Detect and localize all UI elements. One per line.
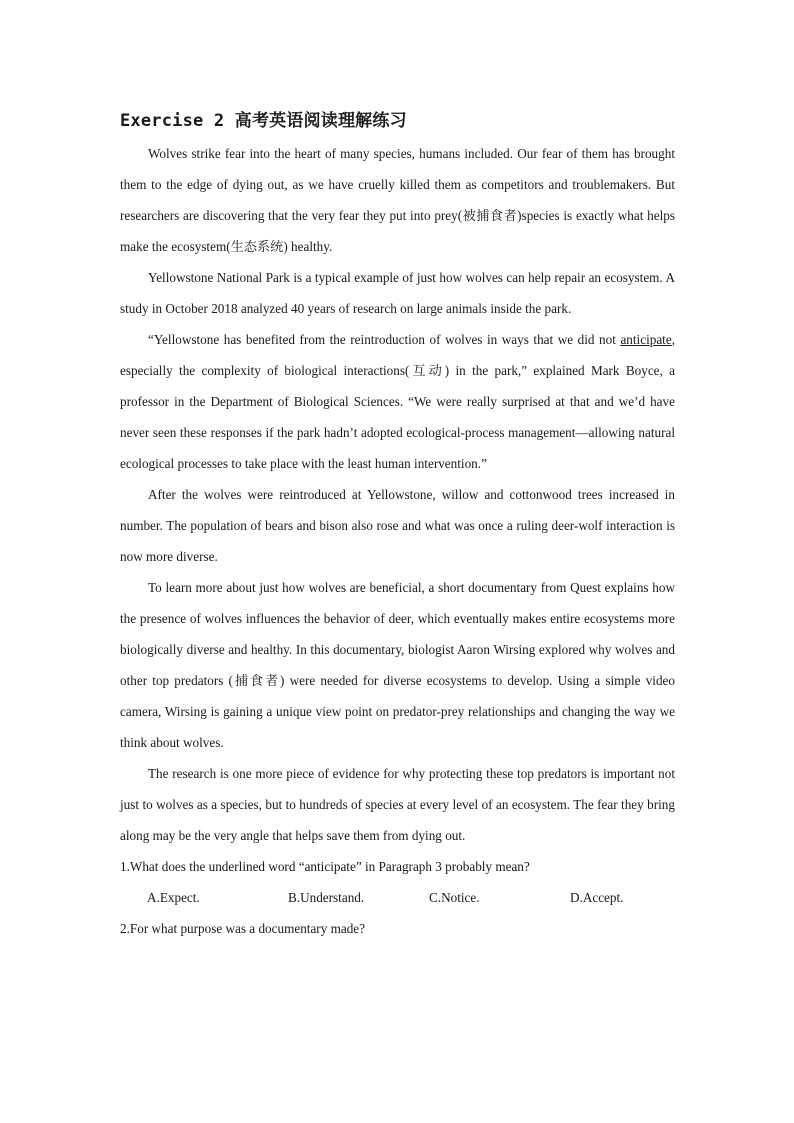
- option-c: C.Notice.: [429, 890, 480, 905]
- question-1-options: [120, 882, 675, 913]
- question-2: 2.For what purpose was a documentary made?: [120, 921, 365, 936]
- option-a: A.Expect.: [147, 890, 200, 905]
- option-d: D.Accept.: [570, 890, 624, 905]
- paragraph-4: After the wolves were reintroduced at Yellowstone, willow and cottonwood trees increased in number. The population of bears and bison also rose and what was once a ruling deer-wolf interaction is now more diverse.: [120, 487, 675, 564]
- paragraph-3: [120, 324, 675, 479]
- article-body: [120, 138, 675, 944]
- paragraph-5: To learn more about just how wolves are beneficial, a short documentary from Quest explains how the presence of wolves influences the behavior of deer, which eventually makes entire ecosystems more biologically diverse and healthy. In this documentary, biologist Aaron Wirsing explored why wolves and other top predators (捕食者) were needed for diverse ecosystems to develop. Using a simple video camera, Wirsing is gaining a unique view point on predator-prey relationships and changing the way we think about wolves.: [120, 580, 675, 750]
- underlined-word: anticipate: [620, 332, 672, 347]
- option-b: B.Understand.: [288, 890, 365, 905]
- exercise-title: Exercise 2 高考英语阅读理解练习: [120, 111, 407, 131]
- paragraph-6: The research is one more piece of evidence for why protecting these top predators is important not just to wolves as a species, but to hundreds of species at every level of an ecosystem. The fear they bring along may be the very angle that helps save them from dying out.: [120, 766, 675, 843]
- paragraph-3-end: , especially the complexity of biological interactions(互动) in the park,” explained Mark Boyce, a professor in the Department of Biological Sciences. “We were really surprised at that and we’d have never seen these responses if the park hadn’t adopted ecological-process management—allowing natural ecological processes to take place with the least human intervention.”: [120, 332, 675, 471]
- paragraph-1: Wolves strike fear into the heart of many species, humans included. Our fear of them has brought them to the edge of dying out, as we have cruelly killed them as competitors and troublemakers. But researchers are discovering that the very fear they put into prey(被捕食者)species is exactly what helps make the ecosystem(生态系统) healthy.: [120, 146, 675, 254]
- paragraph-3-start: “Yellowstone has benefited from the reintroduction of wolves in ways that we did not: [148, 332, 621, 347]
- paragraph-2: Yellowstone National Park is a typical example of just how wolves can help repair an ecosystem. A study in October 2018 analyzed 40 years of research on large animals inside the park.: [120, 270, 675, 316]
- question-1: 1.What does the underlined word “anticipate” in Paragraph 3 probably mean?: [120, 859, 530, 874]
